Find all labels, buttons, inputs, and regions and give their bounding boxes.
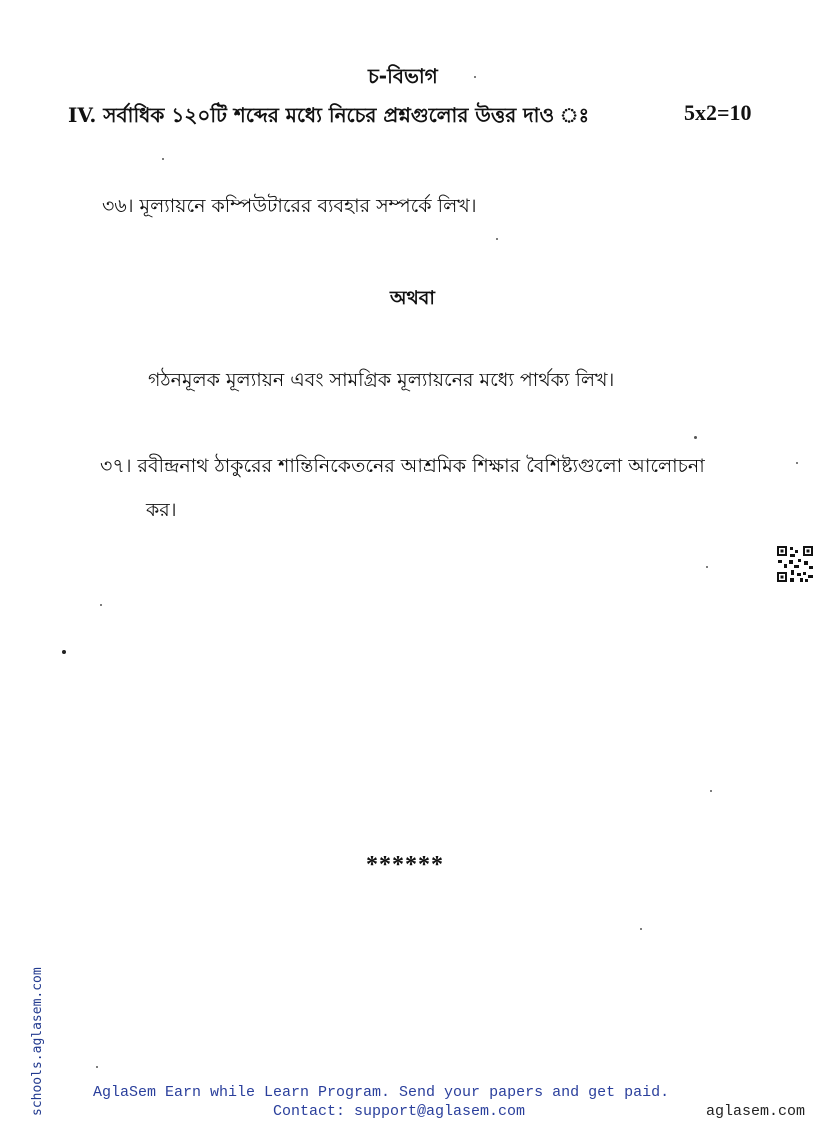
- side-watermark: schools.aglasem.com: [30, 967, 45, 1116]
- section-heading: চ-বিভাগ: [368, 64, 438, 88]
- footer-site: aglasem.com: [706, 1103, 806, 1120]
- scan-speck: [474, 76, 476, 78]
- scan-speck: [710, 790, 712, 792]
- scan-speck: [640, 928, 642, 930]
- scan-speck: [796, 462, 798, 464]
- instruction-line: [68, 101, 589, 134]
- or-label: অথবা: [390, 287, 435, 309]
- instruction-text: সর্বাধিক ১২০টি শব্দের মধ্যে নিচের প্রশ্নগুলোর উত্তর দাও ঃ: [96, 103, 590, 127]
- scan-speck: [100, 604, 102, 606]
- section-number: IV.: [68, 103, 97, 127]
- scan-speck: [496, 238, 498, 240]
- scan-speck: [706, 566, 708, 568]
- footer-line-1: AglaSem Earn while Learn Program. Send your papers and get paid.: [93, 1084, 670, 1101]
- scan-speck: [694, 436, 697, 439]
- question-37-line1: ৩৭। রবীন্দ্রনাথ ঠাকুরের শান্তিনিকেতনের আশ্রমিক শিক্ষার বৈশিষ্ট্যগুলো আলোচনা: [100, 455, 705, 477]
- end-marker: ******: [366, 852, 444, 878]
- marks-label: 5x2=10: [684, 100, 752, 125]
- footer-contact: Contact: support@aglasem.com: [273, 1103, 526, 1120]
- scan-speck: [96, 1066, 98, 1068]
- scan-speck: [162, 158, 164, 160]
- question-36-alternative: গঠনমূলক মূল্যায়ন এবং সামগ্রিক মূল্যায়নের মধ্যে পার্থক্য লিখ।: [148, 369, 615, 391]
- question-36: ৩৬। মূল্যায়নে কম্পিউটারের ব্যবহার সম্পর্কে লিখ।: [102, 195, 477, 217]
- qr-code-icon: [776, 545, 814, 583]
- scan-speck: [62, 650, 66, 654]
- question-37-line2: কর।: [146, 499, 177, 521]
